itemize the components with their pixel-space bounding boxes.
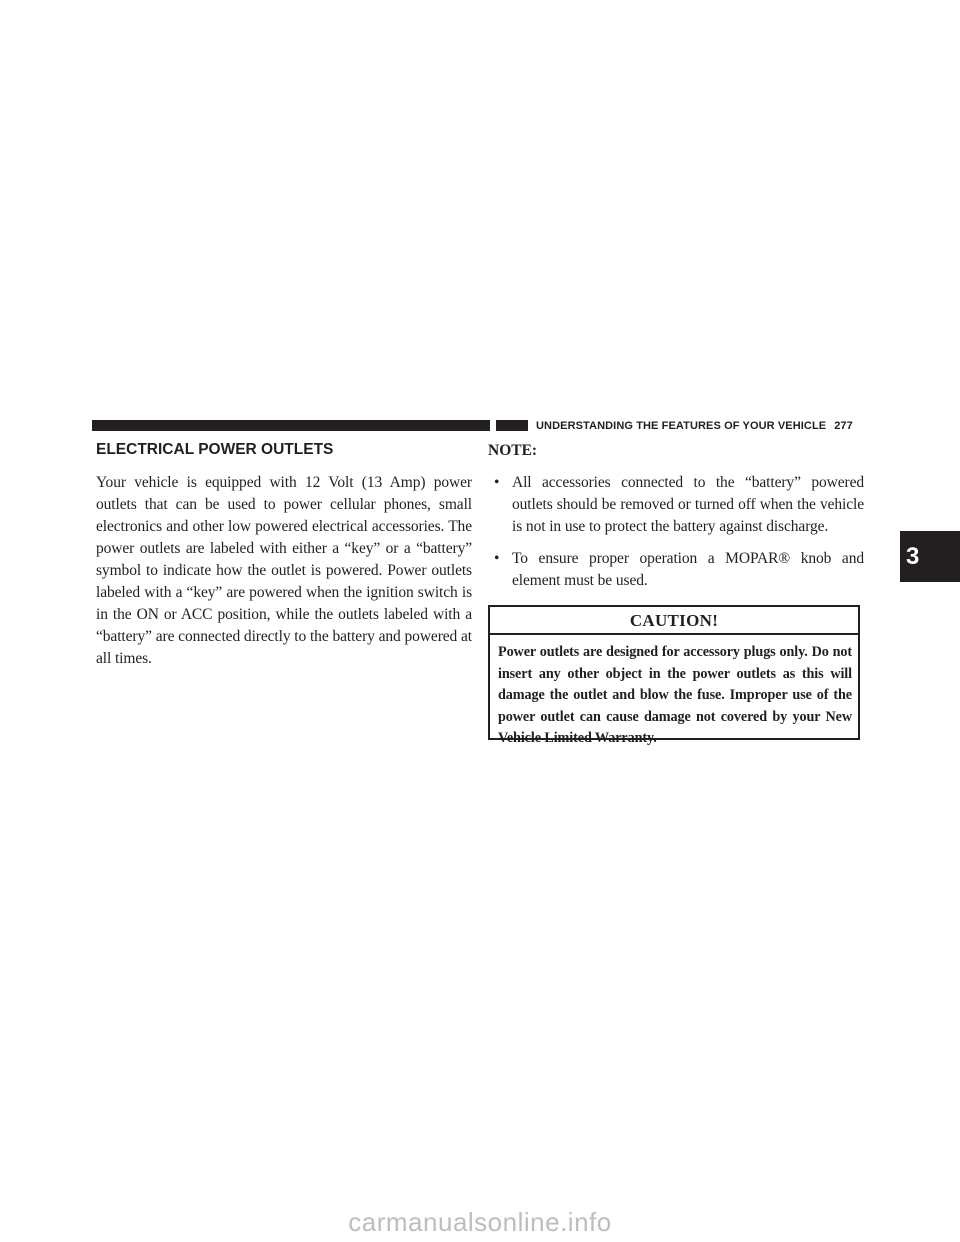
intro-paragraph: Your vehicle is equipped with 12 Volt (13 Amp) power outlets that can be used to power cellular phones, small electronics and other low powered electrical accessories. The power outlets are labeled with either a “key” or a “battery” symbol to indicate how the outlet is powered. Power outlets labeled with a “key” are powered when the ignition switch is in the ON or ACC position, while the outlets labeled with a “battery” are connected directly to the battery and powered at all times. bbox=[96, 474, 472, 667]
caution-title: CAUTION! bbox=[490, 607, 858, 635]
header-rule-right bbox=[496, 420, 528, 431]
left-column bbox=[96, 440, 472, 670]
header-rule-left bbox=[92, 420, 490, 431]
bullet-icon: • bbox=[494, 474, 500, 491]
section-title: ELECTRICAL POWER OUTLETS bbox=[96, 441, 334, 458]
watermark: carmanualsonline.info bbox=[348, 1207, 612, 1237]
list-item bbox=[488, 472, 864, 538]
caution-text: Power outlets are designed for accessory plugs only. Do not insert any other object in the power outlets as this will damage the outlet and blow the fuse. Improper use of the power outlet can cause damage not covered by your New Vehicle Limited Warranty. bbox=[498, 644, 852, 746]
running-title: UNDERSTANDING THE FEATURES OF YOUR VEHICLE bbox=[536, 420, 827, 432]
note-bullet-list bbox=[488, 472, 864, 592]
bullet-icon: • bbox=[494, 550, 500, 567]
chapter-tab: 3 bbox=[900, 531, 960, 582]
right-column bbox=[488, 440, 864, 602]
bullet-text: To ensure proper operation a MOPAR® knob and element must be used. bbox=[512, 550, 864, 589]
list-item bbox=[488, 548, 864, 592]
note-title: NOTE: bbox=[488, 442, 538, 459]
page-number: 277 bbox=[834, 420, 853, 432]
caution-box bbox=[488, 605, 860, 746]
running-header bbox=[536, 419, 853, 433]
bullet-text: All accessories connected to the “battery” powered outlets should be removed or turned off when the vehicle is not in use to protect the battery against discharge. bbox=[512, 474, 864, 535]
